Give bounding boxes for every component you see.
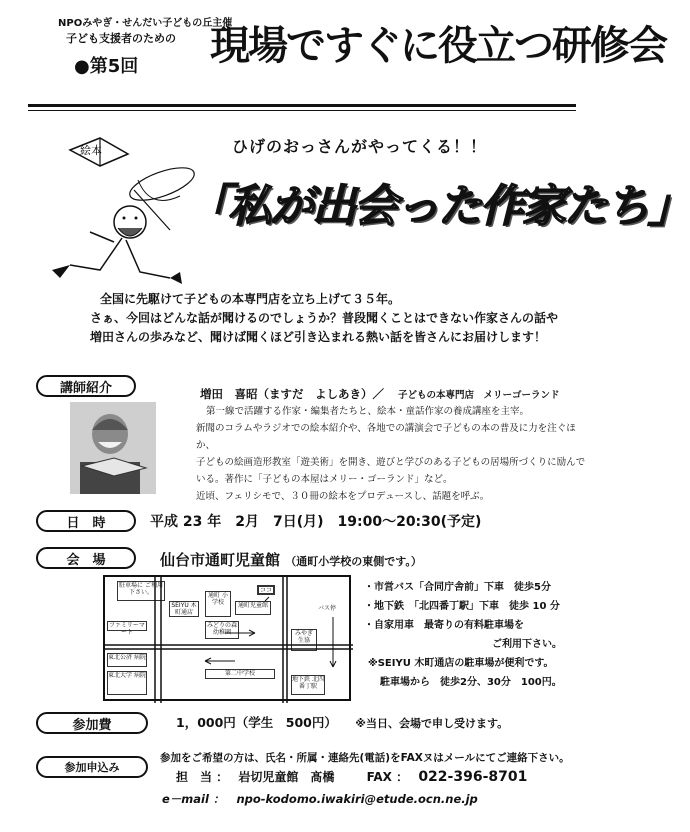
lecturer-name xyxy=(200,386,560,402)
map-kindergarten: みどりの森 幼稚園 xyxy=(205,621,239,639)
organizer: NPOみやぎ・せんだい子どもの丘主催 xyxy=(58,18,233,29)
map-roads xyxy=(105,577,353,703)
email-label: e－mail ： xyxy=(162,792,225,806)
fax-number: 022-396-8701 xyxy=(418,769,528,785)
intro-line: さぁ、今回はどんな話が聞けるのでしょうか？普段聞くことはできない作家さんの話や xyxy=(90,311,559,325)
map-miyagi: みやぎ 生協 xyxy=(291,629,317,651)
email-address[interactable]: npo-kodomo.iwakiri@etude.ocn.ne.jp xyxy=(236,792,478,806)
fee-note: ※当日、会場で申し受けます。 xyxy=(355,717,509,730)
page-title: 現場ですぐに役立つ研修会 xyxy=(210,23,666,69)
map-hospital1: 東北公済 病院 xyxy=(107,653,147,667)
map-koko: ココ xyxy=(257,585,275,595)
map-familymart: ファミリーマート xyxy=(107,621,147,631)
intro-line: 全国に先駆けて子どもの本専門店を立ち上げて３５年。 xyxy=(100,292,401,306)
lecturer-section-label: 講師紹介 xyxy=(36,375,136,397)
fee-amount: 1，000円（学生 500円） xyxy=(176,715,337,730)
access-line: ・市営バス「合同庁舎前」下車 徒歩5分 xyxy=(364,582,551,593)
fee-value xyxy=(176,713,508,731)
venue-map xyxy=(103,575,351,701)
application-instructions: 参加をご希望の方は、氏名・所属・連絡先(電話)をFAXヌはメールにてご連絡下さい。 xyxy=(160,752,570,764)
map-hospital2: 東北大学 病院 xyxy=(107,671,147,695)
application-email xyxy=(162,791,478,807)
bio-line: 第一線で活躍する作家・編集者たちと、絵本・童話作家の養成講座を主宰。 xyxy=(206,406,530,417)
bio-line: 子どもの絵画造形教室「遊美術」を開き、遊びと学びのある子どもの居場所づくりに励んで xyxy=(196,457,586,468)
headline-lead: ひげのおっさんがやってくる！！ xyxy=(232,137,488,156)
lecturer-fullname: 増田 喜昭（ますだ よしあき）／ xyxy=(200,387,384,401)
lecturer-affiliation: 子どもの本専門店 メリーゴーランド xyxy=(398,390,560,401)
map-busstop: バス停 xyxy=(317,605,337,621)
map-jidokan: 通町児童館 xyxy=(235,601,271,615)
intro-text xyxy=(90,290,570,347)
venue-name xyxy=(160,549,422,570)
header-rule-thin xyxy=(28,110,576,111)
application-contact xyxy=(176,768,527,785)
fax-label: FAX ： xyxy=(366,770,409,784)
map-seiyu: SEIYU 木町通店 xyxy=(169,601,199,617)
map-school: 通町 小学校 xyxy=(205,591,231,617)
venue-title: 仙台市通町児童館 xyxy=(160,551,281,569)
access-line: ※SEIYU 木町通店の駐車場が便利です。 xyxy=(368,658,554,669)
application-label: 参加申込み xyxy=(36,756,148,778)
book-label: 絵本 xyxy=(80,144,102,157)
schedule-value: 平成 23 年 2月 7日(月) 19:00～20:30(予定) xyxy=(150,514,482,530)
access-line: ご利用下さい。 xyxy=(492,639,562,650)
access-line: 駐車場から 徒歩2分、30分 100円。 xyxy=(380,677,562,688)
bearded-man-illustration xyxy=(30,120,200,290)
venue-note: （通町小学校の東側です。） xyxy=(285,555,422,568)
map-subway: 地下鉄 北四番丁駅 xyxy=(291,675,325,695)
map-junior-high: 第二中学校 xyxy=(205,669,275,679)
target-audience: 子ども支援者のための xyxy=(66,32,176,45)
intro-line: 増田さんの歩みなど、聞けば聞くほど引き込まれる熱い話を皆さんにお届けします！ xyxy=(90,330,547,344)
lecturer-bio xyxy=(196,403,586,505)
contact-name: 岩切児童館 髙橋 xyxy=(238,770,335,784)
bio-line: 新聞のコラムやラジオでの絵本紹介や、各地での講演会で子どもの本の普及に力を注ぐほか、 xyxy=(196,423,576,451)
access-line: ・自家用車 最寄りの有料駐車場を xyxy=(364,620,524,631)
bio-line: 近頃、フェリシモで、３０冊の絵本をプロデュースし、話題を呼ぶ。 xyxy=(196,491,490,502)
event-round: ●第5回 xyxy=(74,56,139,77)
contact-label: 担 当 ： xyxy=(176,770,229,784)
fee-label: 参加費 xyxy=(36,712,148,734)
map-parking-note: 駐車場に ご利用下さい。 xyxy=(117,581,165,601)
header-rule xyxy=(28,104,576,107)
venue-label: 会 場 xyxy=(36,547,136,569)
lecturer-photo xyxy=(70,402,156,494)
access-info xyxy=(364,578,594,692)
access-line: ・地下鉄 「北四番丁駅」下車 徒歩 10 分 xyxy=(364,601,560,612)
lecture-title: 「私が出会った作家たち」 xyxy=(186,181,690,232)
schedule-label: 日 時 xyxy=(36,510,136,532)
bio-line: いる。著作に「子どもの本屋はメリー・ゴーランド」など。 xyxy=(196,474,453,485)
